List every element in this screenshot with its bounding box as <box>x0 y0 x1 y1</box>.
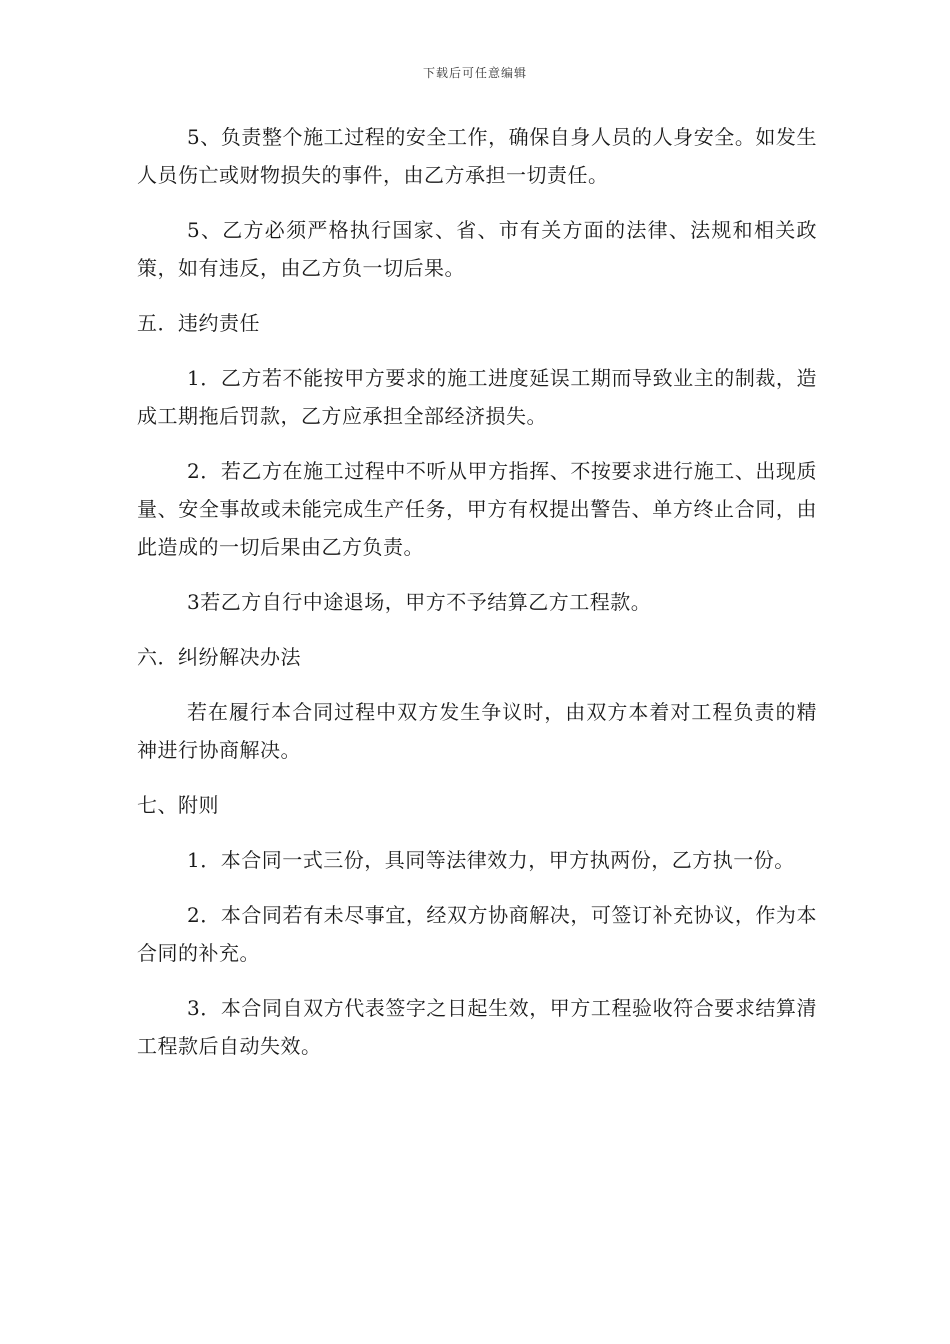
clause-delay-penalty: 1．乙方若不能按甲方要求的施工进度延误工期而导致业主的制裁，造成工期拖后罚款，乙方应承担全部经济损失。 <box>137 366 817 428</box>
section-heading-breach: 五．违约责任 <box>137 311 260 335</box>
clause-noncompliance: 2．若乙方在施工过程中不听从甲方指挥、不按要求进行施工、出现质量、安全事故或未能完成生产任务，甲方有权提出警告、单方终止合同，由此造成的一切后果由乙方负责。 <box>137 459 817 559</box>
document-body <box>137 118 817 1082</box>
clause-effective-date: 3．本合同自双方代表签字之日起生效，甲方工程验收符合要求结算清工程款后自动失效。 <box>137 996 817 1058</box>
section-heading-dispute: 六．纠纷解决办法 <box>137 645 301 669</box>
page-header: 下载后可任意编辑 <box>422 66 527 80</box>
clause-legal-compliance: 5、乙方必须严格执行国家、省、市有关方面的法律、法规和相关政策，如有违反，由乙方负一切后果。 <box>137 218 817 280</box>
clause-supplement: 2．本合同若有未尽事宜，经双方协商解决，可签订补充协议，作为本合同的补充。 <box>137 903 817 965</box>
clause-safety-responsibility: 5、负责整个施工过程的安全工作，确保自身人员的人身安全。如发生人员伤亡或财物损失的事件，由乙方承担一切责任。 <box>137 125 817 187</box>
section-heading-appendix: 七、附则 <box>137 793 219 817</box>
clause-dispute-resolution: 若在履行本合同过程中双方发生争议时，由双方本着对工程负责的精神进行协商解决。 <box>137 700 817 762</box>
clause-early-exit: 3若乙方自行中途退场，甲方不予结算乙方工程款。 <box>187 590 652 614</box>
clause-copies: 1．本合同一式三份，具同等法律效力，甲方执两份，乙方执一份。 <box>187 848 795 872</box>
